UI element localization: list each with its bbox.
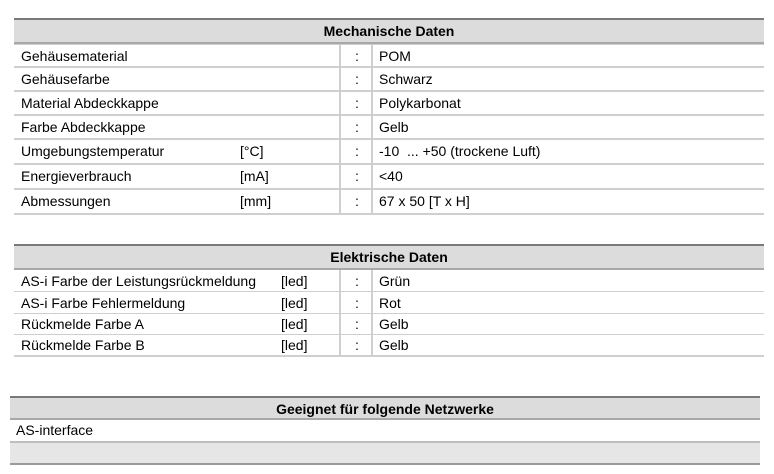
- elek-label: Rückmelde Farbe A: [21, 316, 144, 332]
- elek-sep: :: [355, 337, 359, 353]
- elek-value: Gelb: [379, 337, 409, 353]
- mech-label: Material Abdeckkappe: [21, 95, 159, 111]
- elek-unit: [led]: [281, 273, 308, 289]
- mech-value: POM: [379, 48, 411, 64]
- elek-sep: :: [355, 295, 359, 311]
- elek-label: AS-i Farbe der Leistungsrückmeldung: [21, 273, 257, 289]
- mech-sep: :: [355, 48, 359, 64]
- mech-sep: :: [355, 119, 359, 135]
- elek-unit: [led]: [281, 316, 308, 332]
- mech-label: Farbe Abdeckkappe: [21, 119, 146, 135]
- mech-value: <40: [379, 168, 403, 184]
- elek-value: Gelb: [379, 316, 409, 332]
- elek-unit: [led]: [281, 337, 308, 353]
- mech-sep: :: [355, 193, 359, 209]
- mech-sep: :: [355, 71, 359, 87]
- mech-label: Energieverbrauch: [21, 168, 132, 184]
- mechanical-data-title: Mechanische Daten: [323, 23, 455, 39]
- elek-value: Grün: [379, 273, 411, 289]
- elek-sep: :: [355, 316, 359, 332]
- mech-row: [14, 68, 764, 92]
- mech-unit: [°C]: [240, 143, 264, 159]
- networks-title: Geeignet für folgende Netzwerke: [276, 401, 494, 417]
- mech-value: Schwarz: [379, 71, 433, 87]
- mech-value: -10 ... +50 (trockene Luft): [379, 143, 541, 159]
- elek-row: [14, 270, 764, 292]
- elek-unit: [led]: [281, 295, 308, 311]
- network-name: AS-interface: [16, 422, 94, 438]
- mech-value: Gelb: [379, 119, 409, 135]
- mech-row: [14, 140, 764, 165]
- elek-row: [14, 292, 764, 314]
- mech-label: Gehäusefarbe: [21, 71, 110, 87]
- elek-label: Rückmelde Farbe B: [21, 337, 145, 353]
- mech-row: [14, 116, 764, 140]
- mech-sep: :: [355, 95, 359, 111]
- networks-header: [10, 396, 760, 420]
- mech-label: Abmessungen: [21, 193, 111, 209]
- mech-value: Polykarbonat: [379, 95, 461, 111]
- mech-unit: [mA]: [240, 168, 269, 184]
- electrical-data-title: Elektrische Daten: [330, 249, 448, 265]
- mech-sep: :: [355, 143, 359, 159]
- mech-sep: :: [355, 168, 359, 184]
- electrical-data-header: [14, 244, 764, 270]
- mech-row: [14, 44, 764, 68]
- mech-label: Gehäusematerial: [21, 48, 128, 64]
- mech-unit: [mm]: [240, 193, 272, 209]
- elek-label: AS-i Farbe Fehlermeldung: [21, 295, 186, 311]
- elek-row: [14, 314, 764, 335]
- elek-value: Rot: [379, 295, 401, 311]
- elek-sep: :: [355, 273, 359, 289]
- mech-row: [14, 92, 764, 116]
- mech-value: 67 x 50 [T x H]: [379, 193, 470, 209]
- network-row: [10, 420, 760, 443]
- mech-row: [14, 190, 764, 215]
- network-row: [10, 443, 760, 465]
- mechanical-data-header: [14, 18, 764, 44]
- mech-label: Umgebungstemperatur: [21, 143, 165, 159]
- mech-row: [14, 165, 764, 190]
- elek-row: [14, 335, 764, 357]
